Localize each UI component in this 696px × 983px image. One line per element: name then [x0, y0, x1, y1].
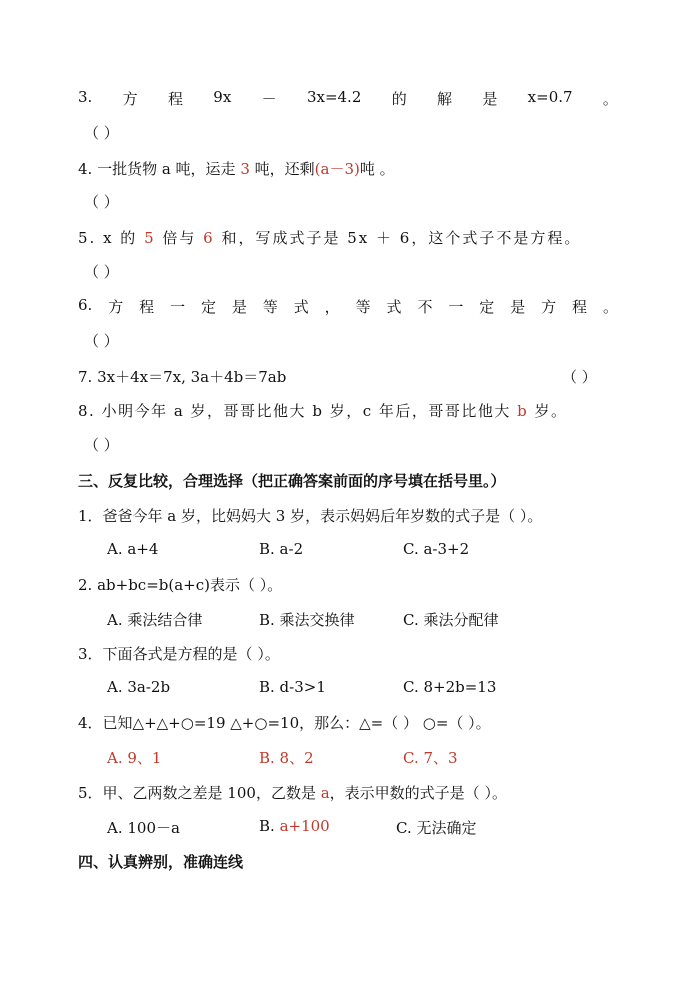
q3-option-a[interactable]: A. 3a-2b: [107, 678, 171, 696]
q3-token: 3x=4.2: [306, 88, 362, 106]
tf-question-3: [78, 88, 618, 109]
q5-option-c[interactable]: C. 无法确定: [396, 819, 477, 837]
q3-token: 解: [437, 90, 453, 108]
q6-token: 是: [510, 298, 526, 316]
answer-paren-q4[interactable]: （ ）: [84, 193, 119, 211]
q6-token: ，: [324, 298, 340, 316]
section-3-title: 三、反复比较，合理选择（把正确答案前面的序号填在括号里。）: [78, 472, 506, 490]
q5-stem-text: 5．甲、乙两数之差是 100，乙数是: [78, 784, 321, 802]
q4-expression: (a－3): [314, 160, 360, 178]
tf-question-5: [78, 227, 581, 248]
mc-question-1: 1．爸爸今年 a 岁，比妈妈大 3 岁，表示妈妈后年岁数的式子是（ ）。: [78, 507, 543, 525]
q3-token: 的: [391, 90, 407, 108]
q6-token: 定: [479, 298, 495, 316]
mc-question-2: 2. ab+bc=b(a+c)表示（ ）。: [78, 576, 283, 594]
q5-text: 倍与: [155, 229, 204, 247]
q2-option-c[interactable]: C. 乘法分配律: [403, 611, 499, 629]
q4-option-c[interactable]: C. 7、3: [403, 749, 458, 767]
q6-token: 是: [231, 298, 247, 316]
tf-question-6: [78, 296, 618, 317]
q5-option-b-value: a+100: [279, 817, 330, 835]
q3-token: 方: [122, 90, 138, 108]
q3-token: 9x: [213, 88, 232, 106]
q2-option-a[interactable]: A. 乘法结合律: [107, 611, 203, 629]
q5-option-b-letter: B.: [259, 817, 280, 835]
answer-paren-q6[interactable]: （ ）: [84, 332, 119, 350]
section-4-title: 四、认真辨别，准确连线: [78, 853, 244, 871]
q6-token: 6.: [78, 296, 93, 314]
q6-token: 式: [293, 298, 309, 316]
answer-paren-q3[interactable]: （ ）: [84, 124, 119, 142]
q6-token: 定: [200, 298, 216, 316]
q8-variable: b: [517, 402, 529, 420]
tf-question-8: [78, 400, 568, 421]
q1-option-c[interactable]: C. a-3+2: [403, 540, 470, 558]
q8-text: 岁。: [528, 402, 568, 420]
tf-question-4: [78, 158, 395, 179]
q5-text: 和，写成式子是 5x ＋ 6，这个式子不是方程。: [214, 229, 582, 247]
q4-text: 吨 。: [359, 160, 395, 178]
q5-text: 5. x 的: [78, 229, 145, 247]
q8-text: 8. 小明今年 a 岁，哥哥比他大 b 岁，c 年后，哥哥比他大: [78, 402, 518, 420]
q4-option-a[interactable]: A. 9、1: [107, 749, 162, 767]
q5-number: 6: [203, 229, 215, 247]
q4-number: 3: [240, 160, 250, 178]
q6-token: 一: [170, 298, 186, 316]
q2-option-b[interactable]: B. 乘法交换律: [259, 611, 355, 629]
q3-token: 3.: [78, 88, 93, 106]
q4-text: 吨，还剩: [249, 160, 315, 178]
q3-token: 程: [167, 90, 183, 108]
mc-question-3: 3．下面各式是方程的是（ ）。: [78, 645, 280, 663]
q3-token: 是: [482, 90, 498, 108]
q3-option-c[interactable]: C. 8+2b=13: [403, 678, 497, 696]
q5-stem-variable: a: [320, 784, 330, 802]
q6-token: 程: [139, 298, 155, 316]
q3-option-b[interactable]: B. d-3>1: [259, 678, 326, 696]
q3-token: －: [261, 90, 277, 108]
answer-paren-q5[interactable]: （ ）: [84, 263, 119, 281]
mc-question-4: 4．已知△+△+○=19 △+○=10，那么：△=（ ） ○=（ ）。: [78, 714, 491, 732]
q6-token: 等: [355, 298, 371, 316]
tf-question-7: 7. 3x＋4x＝7x, 3a＋4b＝7ab: [78, 368, 287, 386]
q6-token: 式: [386, 298, 402, 316]
q3-token: 。: [602, 90, 618, 108]
q3-token: x=0.7: [527, 88, 573, 106]
q4-text: 4. 一批货物 a 吨，运走: [78, 160, 241, 178]
answer-paren-q7[interactable]: （ ）: [562, 368, 597, 386]
q5-number: 5: [144, 229, 156, 247]
q6-token: 方: [541, 298, 557, 316]
answer-paren-q8[interactable]: （ ）: [84, 436, 119, 454]
q1-option-b[interactable]: B. a-2: [259, 540, 304, 558]
q4-option-b[interactable]: B. 8、2: [259, 749, 314, 767]
q5-option-a[interactable]: A. 100－a: [107, 819, 180, 837]
q6-token: 程: [572, 298, 588, 316]
q6-token: 方: [108, 298, 124, 316]
q6-token: 。: [602, 298, 618, 316]
q5-option-b[interactable]: [259, 817, 330, 835]
q6-token: 不: [417, 298, 433, 316]
mc-question-5: [78, 782, 507, 803]
q6-token: 等: [262, 298, 278, 316]
q6-token: 一: [448, 298, 464, 316]
q1-option-a[interactable]: A. a+4: [107, 540, 159, 558]
q5-stem-text: ，表示甲数的式子是（ ）。: [329, 784, 507, 802]
